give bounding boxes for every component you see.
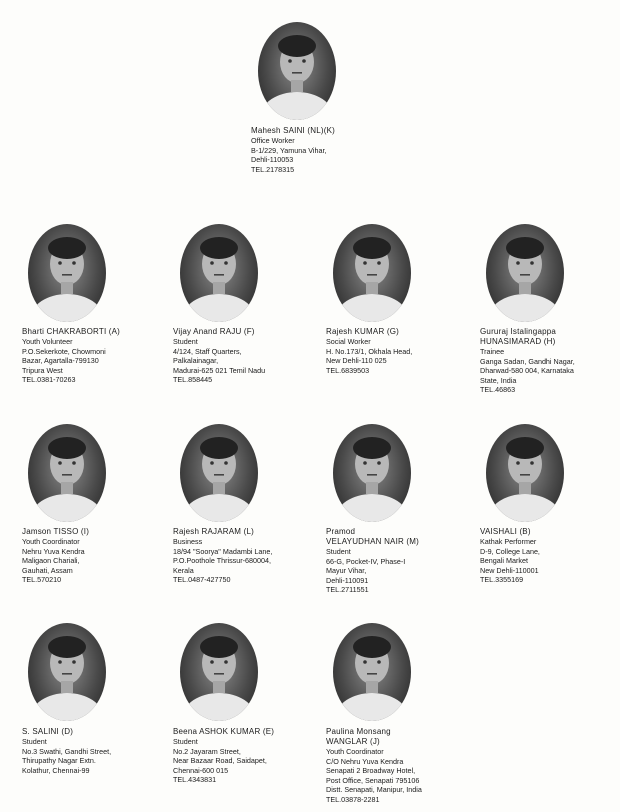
address-line: Bengali Market [480, 556, 528, 566]
portrait-photo [28, 623, 106, 721]
person-name [480, 327, 620, 347]
person-entry [326, 727, 474, 805]
phone-number: TEL.2178315 [251, 164, 295, 174]
address-line: Chennai-600 015 [173, 765, 229, 775]
phone-number: TEL.3355169 [480, 575, 524, 585]
portrait-photo [180, 224, 258, 322]
address-line: Palkalainagar, [173, 356, 219, 366]
person-name-line: S. SALINI (D) [22, 727, 74, 736]
address-line: C/O Nehru Yuva Kendra [326, 756, 404, 766]
occupation: Office Worker [251, 136, 295, 145]
phone-number: TEL.2711551 [326, 585, 369, 595]
portrait-photo [28, 224, 106, 322]
address-line: Senapati 2 Broadway Hotel, [326, 766, 416, 776]
portrait-photo [486, 424, 564, 522]
portrait-photo [486, 224, 564, 322]
person-name-line: Beena ASHOK KUMAR (E) [173, 727, 275, 736]
address-line: B-1/229, Yamuna Vihar, [251, 145, 327, 155]
person-name-line: VELAYUDHAN NAIR (M) [326, 537, 419, 546]
address-line: Nehru Yuva Kendra [22, 546, 85, 556]
occupation: Student [173, 337, 198, 346]
portrait-photo [180, 424, 258, 522]
address-line: Mayur Vihar, [326, 566, 367, 576]
person-name-line: Bharti CHAKRABORTI (A) [22, 327, 121, 336]
address-line: P.O.Poothole Thrissur-680004, [173, 556, 272, 566]
occupation: Youth Volunteer [22, 337, 73, 346]
address-line: Ganga Sadan, Gandhi Nagar, [480, 356, 575, 366]
person-entry [22, 727, 170, 775]
address-line: Maligaon Chariali, [22, 556, 80, 566]
address-line: No.3 Swathi, Gandhi Street, [22, 746, 112, 756]
person-name [251, 126, 399, 136]
person-entry [326, 327, 474, 375]
phone-number: TEL.0381-70263 [22, 375, 76, 385]
person-name [22, 527, 170, 537]
person-name-line: Pramod [326, 527, 356, 536]
address-line: H. No.173/1, Okhala Head, [326, 346, 413, 356]
person-name [326, 527, 474, 547]
occupation: Social Worker [326, 337, 371, 346]
phone-number: TEL.0487-427750 [173, 575, 231, 585]
address-line: 18/94 "Soorya" Madambi Lane, [173, 546, 273, 556]
person-name-line: Vijay Anand RAJU (F) [173, 327, 255, 336]
person-name [326, 727, 474, 747]
person-name [22, 327, 170, 337]
address-line: Post Office, Senapati 795106 [326, 775, 420, 785]
address-line: Gauhati, Assam [22, 565, 73, 575]
address-line: Tripura West [22, 365, 63, 375]
address-line: New Dehli-110001 [480, 565, 539, 575]
address-line: D-9, College Lane, [480, 546, 540, 556]
occupation: Student [173, 737, 198, 746]
person-name-line: Gururaj Istalingappa [480, 327, 557, 336]
person-entry [326, 527, 474, 595]
address-line: Distt. Senapati, Manipur, India [326, 785, 422, 795]
address-line: Madurai-625 021 Temil Nadu [173, 365, 266, 375]
address-line: Bazar, Agartalla-799130 [22, 356, 99, 366]
portrait-photo [180, 623, 258, 721]
occupation: Youth Coordinator [326, 747, 384, 756]
person-entry [173, 527, 321, 585]
address-line: 4/124, Staff Quarters, [173, 346, 242, 356]
person-entry [251, 126, 399, 174]
person-name [173, 327, 321, 337]
person-name-line: HUNASIMARAD (H) [480, 337, 556, 346]
person-name-line: WANGLAR (J) [326, 737, 380, 746]
person-name-line: Paulina Monsang [326, 727, 391, 736]
portrait-photo [333, 424, 411, 522]
person-name-line: Rajesh KUMAR (G) [326, 327, 399, 336]
portrait-photo [333, 623, 411, 721]
portrait-photo [333, 224, 411, 322]
occupation: Kathak Performer [480, 537, 537, 546]
address-line: No.2 Jayaram Street, [173, 746, 241, 756]
address-line: 66-G, Pocket-IV, Phase-I [326, 556, 406, 566]
person-name [326, 327, 474, 337]
address-line: Kerala [173, 565, 194, 575]
address-line: New Dehli-110 025 [326, 356, 387, 366]
phone-number: TEL.03878-2281 [326, 794, 380, 804]
occupation: Student [326, 547, 351, 556]
person-entry [22, 527, 170, 585]
person-entry [22, 327, 170, 385]
occupation: Trainee [480, 347, 505, 356]
person-name [173, 727, 321, 737]
address-line: Dharwad-580 004, Karnataka [480, 366, 574, 376]
person-name-line: VAISHALI (B) [480, 527, 531, 536]
phone-number: TEL.858445 [173, 375, 213, 385]
phone-number: TEL.6839503 [326, 365, 370, 375]
person-name [480, 527, 620, 537]
phone-number: TEL.570210 [22, 575, 62, 585]
occupation: Youth Coordinator [22, 537, 80, 546]
address-line: P.O.Sekerkote, Chowmoni [22, 346, 106, 356]
person-entry [173, 727, 321, 785]
address-line: Near Bazaar Road, Saidapet, [173, 756, 267, 766]
portrait-photo [28, 424, 106, 522]
person-name-line: Mahesh SAINI (NL)(K) [251, 126, 336, 135]
person-name [173, 527, 321, 537]
address-line: Dehli-110091 [326, 575, 369, 585]
phone-number: TEL.46863 [480, 385, 516, 395]
address-line: Dehli-110053 [251, 155, 294, 165]
person-entry [480, 527, 620, 585]
occupation: Business [173, 537, 203, 546]
address-line: Kolathur, Chennai-99 [22, 765, 90, 775]
person-name-line: Rajesh RAJARAM (L) [173, 527, 254, 536]
portrait-photo [258, 22, 336, 120]
person-entry [173, 327, 321, 385]
person-name-line: Jamson TISSO (I) [22, 527, 90, 536]
occupation: Student [22, 737, 47, 746]
address-line: Thirupathy Nagar Extn. [22, 756, 96, 766]
person-entry [480, 327, 620, 395]
person-name [22, 727, 170, 737]
phone-number: TEL.4343831 [173, 775, 217, 785]
address-line: State, India [480, 375, 517, 385]
